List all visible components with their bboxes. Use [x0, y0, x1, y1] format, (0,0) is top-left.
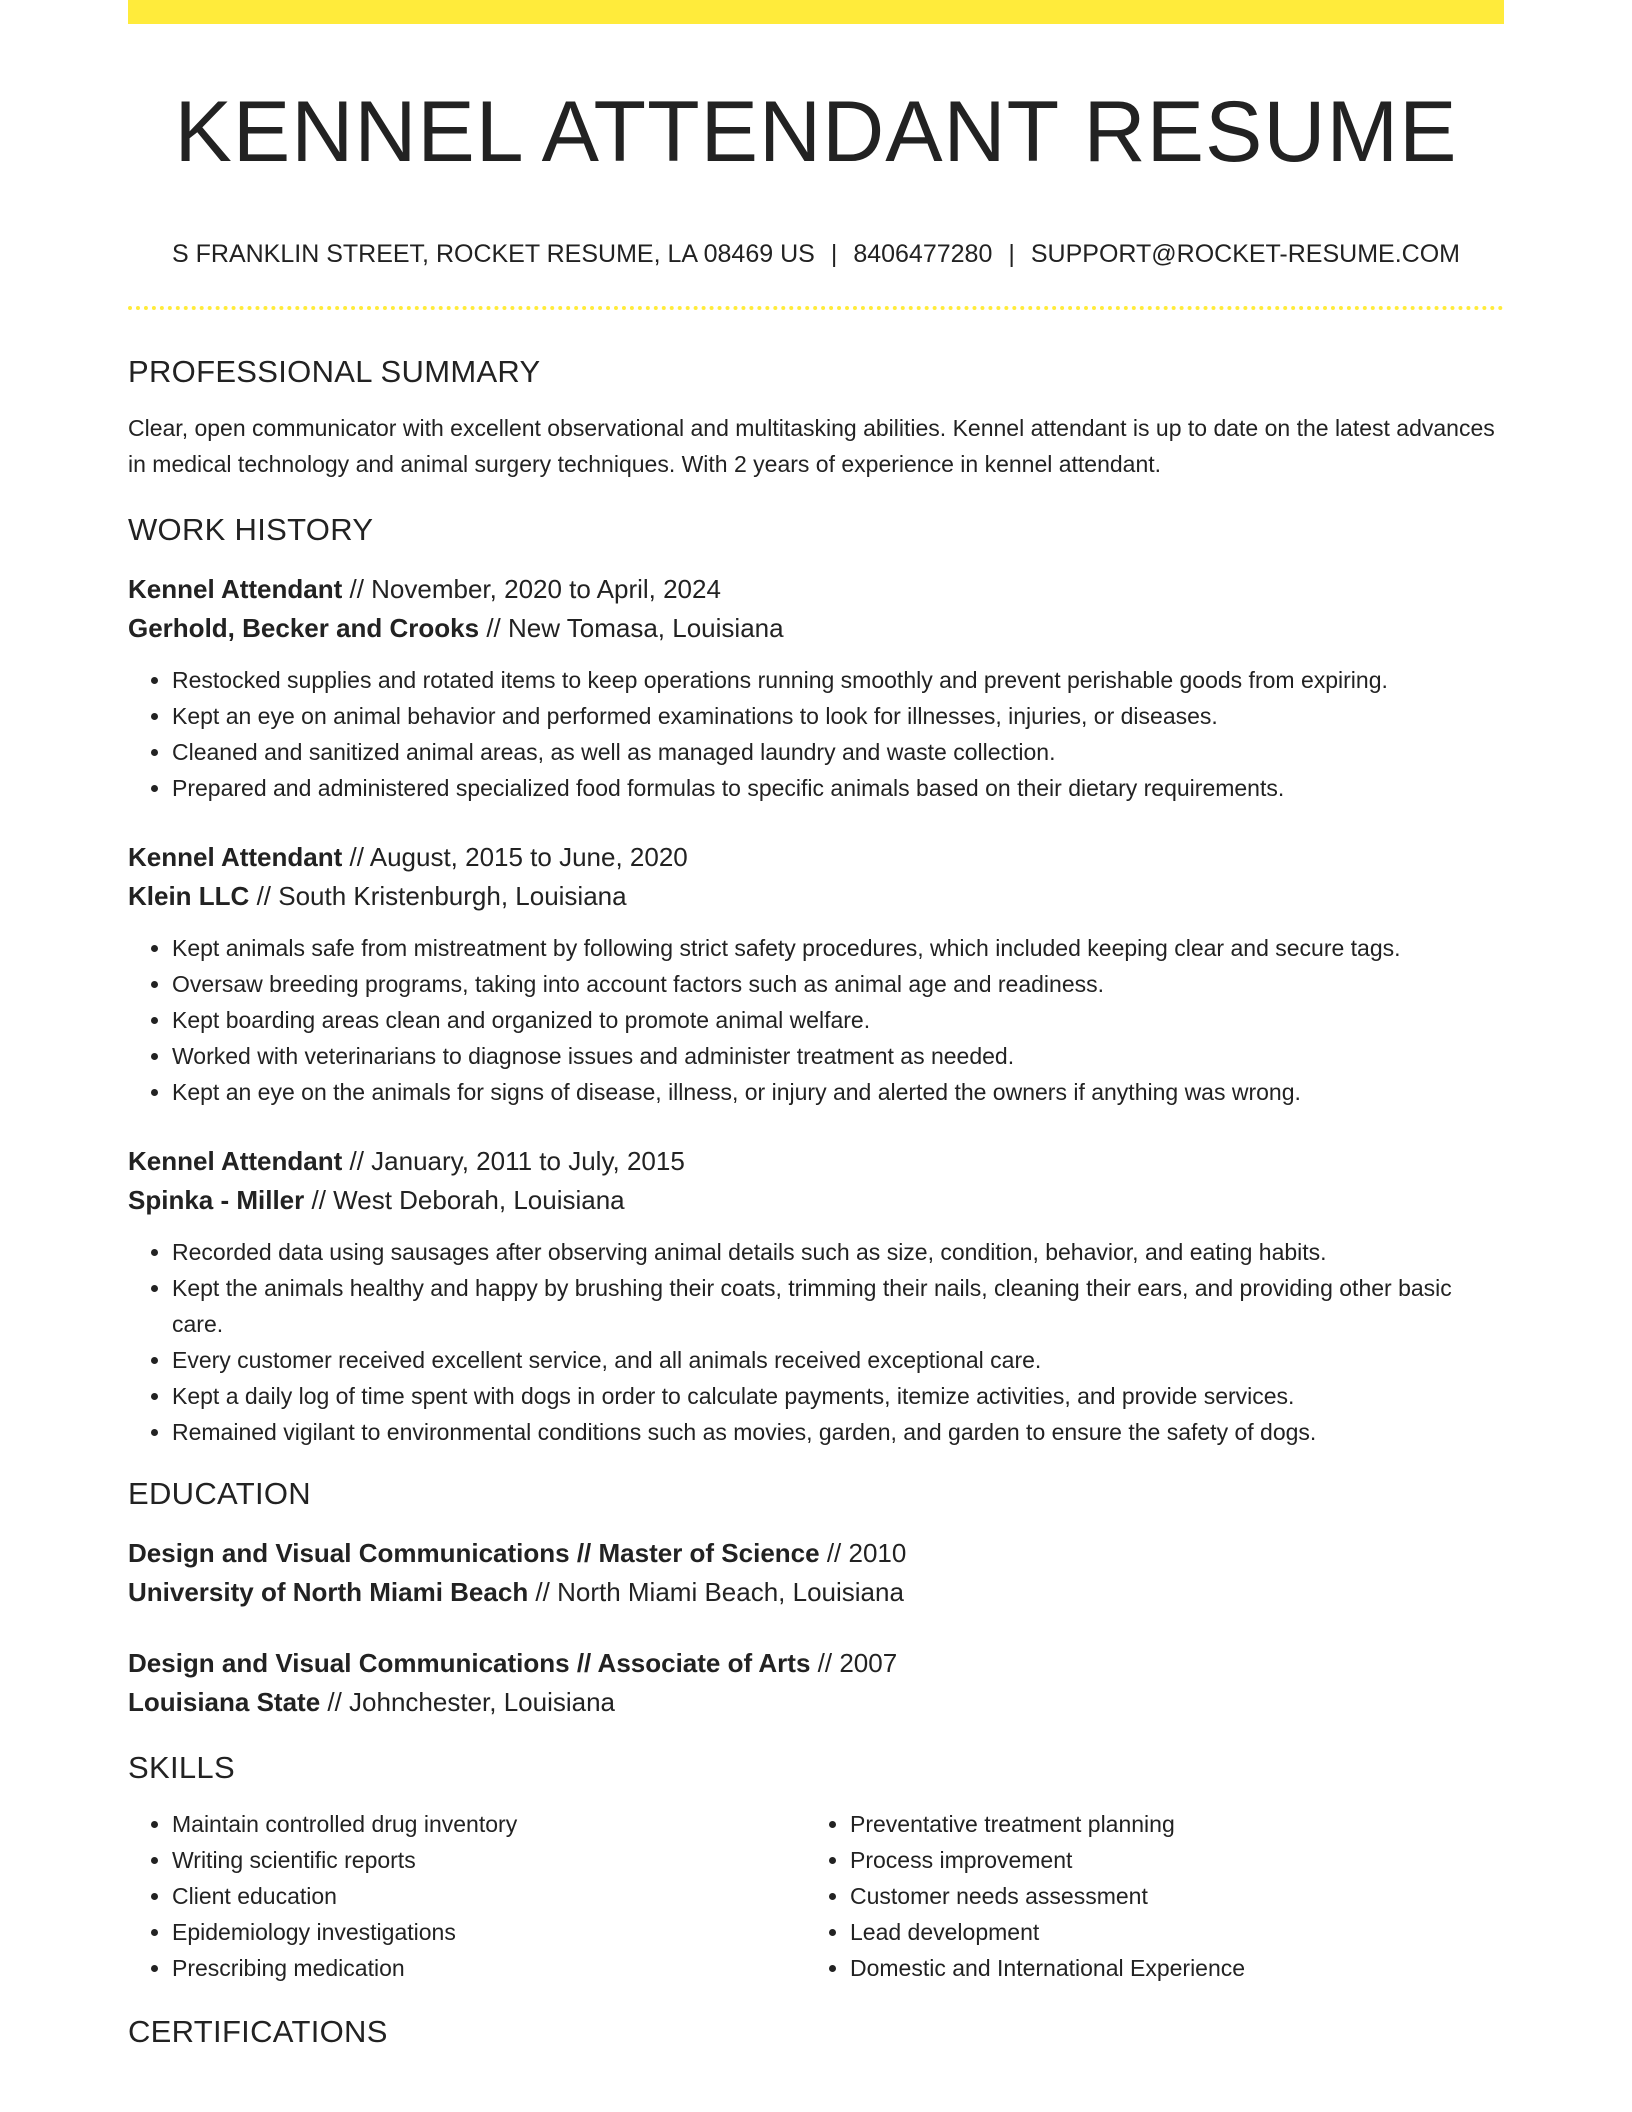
- contact-phone: 8406477280: [853, 240, 993, 268]
- job-entry: [128, 1142, 1504, 1450]
- job-dates: // January, 2011 to July, 2015: [342, 1146, 685, 1176]
- contact-separator: |: [830, 240, 838, 268]
- job-dates: // August, 2015 to June, 2020: [342, 842, 688, 872]
- job-title: Kennel Attendant: [128, 1146, 343, 1176]
- skills-columns: [128, 1806, 1504, 1986]
- skills-list-left: [128, 1806, 806, 1986]
- contact-separator: |: [1008, 240, 1015, 268]
- education-degree-line: [128, 1534, 1504, 1573]
- education-school-line: [128, 1683, 1504, 1722]
- list-item: • Oversaw breeding programs, taking into account factors such as animal age and readiness.: [172, 966, 1504, 1002]
- list-item: • Lead development: [850, 1914, 1484, 1950]
- job-title-line: [128, 838, 1504, 877]
- education-degree: Design and Visual Communications // Associate of Arts: [128, 1648, 811, 1678]
- list-item: • Worked with veterinarians to diagnose issues and administer treatment as needed.: [172, 1038, 1504, 1074]
- job-title-line: [128, 570, 1504, 609]
- job-entry: [128, 838, 1504, 1110]
- education-school: University of North Miami Beach: [128, 1577, 529, 1607]
- list-item: • Maintain controlled drug inventory: [172, 1806, 806, 1842]
- education-school-line: [128, 1573, 1504, 1612]
- list-item: • Epidemiology investigations: [172, 1914, 806, 1950]
- contact-line: [128, 236, 1504, 272]
- education-year: // 2007: [810, 1648, 898, 1678]
- job-entry: [128, 570, 1504, 806]
- education-entry: [128, 1644, 1504, 1722]
- list-item: • Recorded data using sausages after observing animal details such as size, condition, behavior, and eating habits.: [172, 1234, 1504, 1270]
- job-company-line: [128, 609, 1504, 648]
- resume-body: [128, 352, 1504, 2052]
- section-heading-skills: SKILLS: [128, 1750, 235, 1785]
- job-bullets: [128, 662, 1504, 806]
- job-dates: // November, 2020 to April, 2024: [342, 574, 721, 604]
- list-item: • Kept boarding areas clean and organized to promote animal welfare.: [172, 1002, 1504, 1038]
- list-item: • Writing scientific reports: [172, 1842, 806, 1878]
- list-item: • Kept a daily log of time spent with dogs in order to calculate payments, itemize activities, and provide services.: [172, 1378, 1504, 1414]
- education-year: // 2010: [819, 1538, 907, 1568]
- job-company: Klein LLC: [128, 881, 250, 911]
- education-degree-line: [128, 1644, 1504, 1683]
- job-company-line: [128, 877, 1504, 916]
- list-item: • Customer needs assessment: [850, 1878, 1484, 1914]
- job-bullets: [128, 930, 1504, 1110]
- list-item: • Kept an eye on animal behavior and performed examinations to look for illnesses, injuries, or diseases.: [172, 698, 1504, 734]
- list-item: • Kept animals safe from mistreatment by following strict safety procedures, which included keeping clear and secure tags.: [172, 930, 1504, 966]
- job-title: Kennel Attendant: [128, 842, 343, 872]
- section-heading-summary: PROFESSIONAL SUMMARY: [128, 354, 541, 389]
- dotted-divider: [128, 306, 1504, 310]
- list-item: • Preventative treatment planning: [850, 1806, 1484, 1842]
- summary-text: Clear, open communicator with excellent observational and multitasking abilities. Kennel attendant is up to date on the latest advances in medical technology and animal surgery techniques. With 2 years of experience in kennel attendant.: [128, 415, 1495, 477]
- education-school: Louisiana State: [128, 1687, 321, 1717]
- job-company: Spinka - Miller: [128, 1185, 305, 1215]
- skills-list-right: [806, 1806, 1484, 1986]
- job-location: // South Kristenburgh, Louisiana: [249, 881, 627, 911]
- job-location: // New Tomasa, Louisiana: [479, 613, 784, 643]
- education-entry: [128, 1534, 1504, 1612]
- job-company-line: [128, 1181, 1504, 1220]
- section-heading-education: EDUCATION: [128, 1476, 311, 1511]
- job-title: Kennel Attendant: [128, 574, 343, 604]
- section-heading-work: WORK HISTORY: [128, 512, 374, 547]
- list-item: • Prescribing medication: [172, 1950, 806, 1986]
- contact-email: SUPPORT@ROCKET-RESUME.COM: [1030, 240, 1460, 268]
- list-item: • Client education: [172, 1878, 806, 1914]
- list-item: • Kept the animals healthy and happy by brushing their coats, trimming their nails, cleaning their ears, and providing other basic care.: [172, 1270, 1504, 1342]
- list-item: • Restocked supplies and rotated items to keep operations running smoothly and prevent perishable goods from expiring.: [172, 662, 1504, 698]
- list-item: • Cleaned and sanitized animal areas, as well as managed laundry and waste collection.: [172, 734, 1504, 770]
- list-item: • Remained vigilant to environmental conditions such as movies, garden, and garden to ensure the safety of dogs.: [172, 1414, 1504, 1450]
- list-item: • Prepared and administered specialized food formulas to specific animals based on their dietary requirements.: [172, 770, 1504, 806]
- education-degree: Design and Visual Communications // Master of Science: [128, 1538, 820, 1568]
- list-item: • Every customer received excellent service, and all animals received exceptional care.: [172, 1342, 1504, 1378]
- accent-top-bar: [128, 0, 1504, 24]
- resume-title: KENNEL ATTENDANT RESUME: [174, 84, 1458, 180]
- list-item: • Domestic and International Experience: [850, 1950, 1484, 1986]
- job-title-line: [128, 1142, 1504, 1181]
- list-item: • Process improvement: [850, 1842, 1484, 1878]
- job-bullets: [128, 1234, 1504, 1450]
- job-company: Gerhold, Becker and Crooks: [128, 613, 480, 643]
- job-location: // West Deborah, Louisiana: [304, 1185, 625, 1215]
- contact-address: S FRANKLIN STREET, ROCKET RESUME, LA 08469 US: [172, 240, 815, 268]
- education-location: // North Miami Beach, Louisiana: [528, 1577, 904, 1607]
- education-location: // Johnchester, Louisiana: [320, 1687, 616, 1717]
- section-heading-certifications: CERTIFICATIONS: [128, 2014, 388, 2049]
- list-item: • Kept an eye on the animals for signs of disease, illness, or injury and alerted the owners if anything was wrong.: [172, 1074, 1504, 1110]
